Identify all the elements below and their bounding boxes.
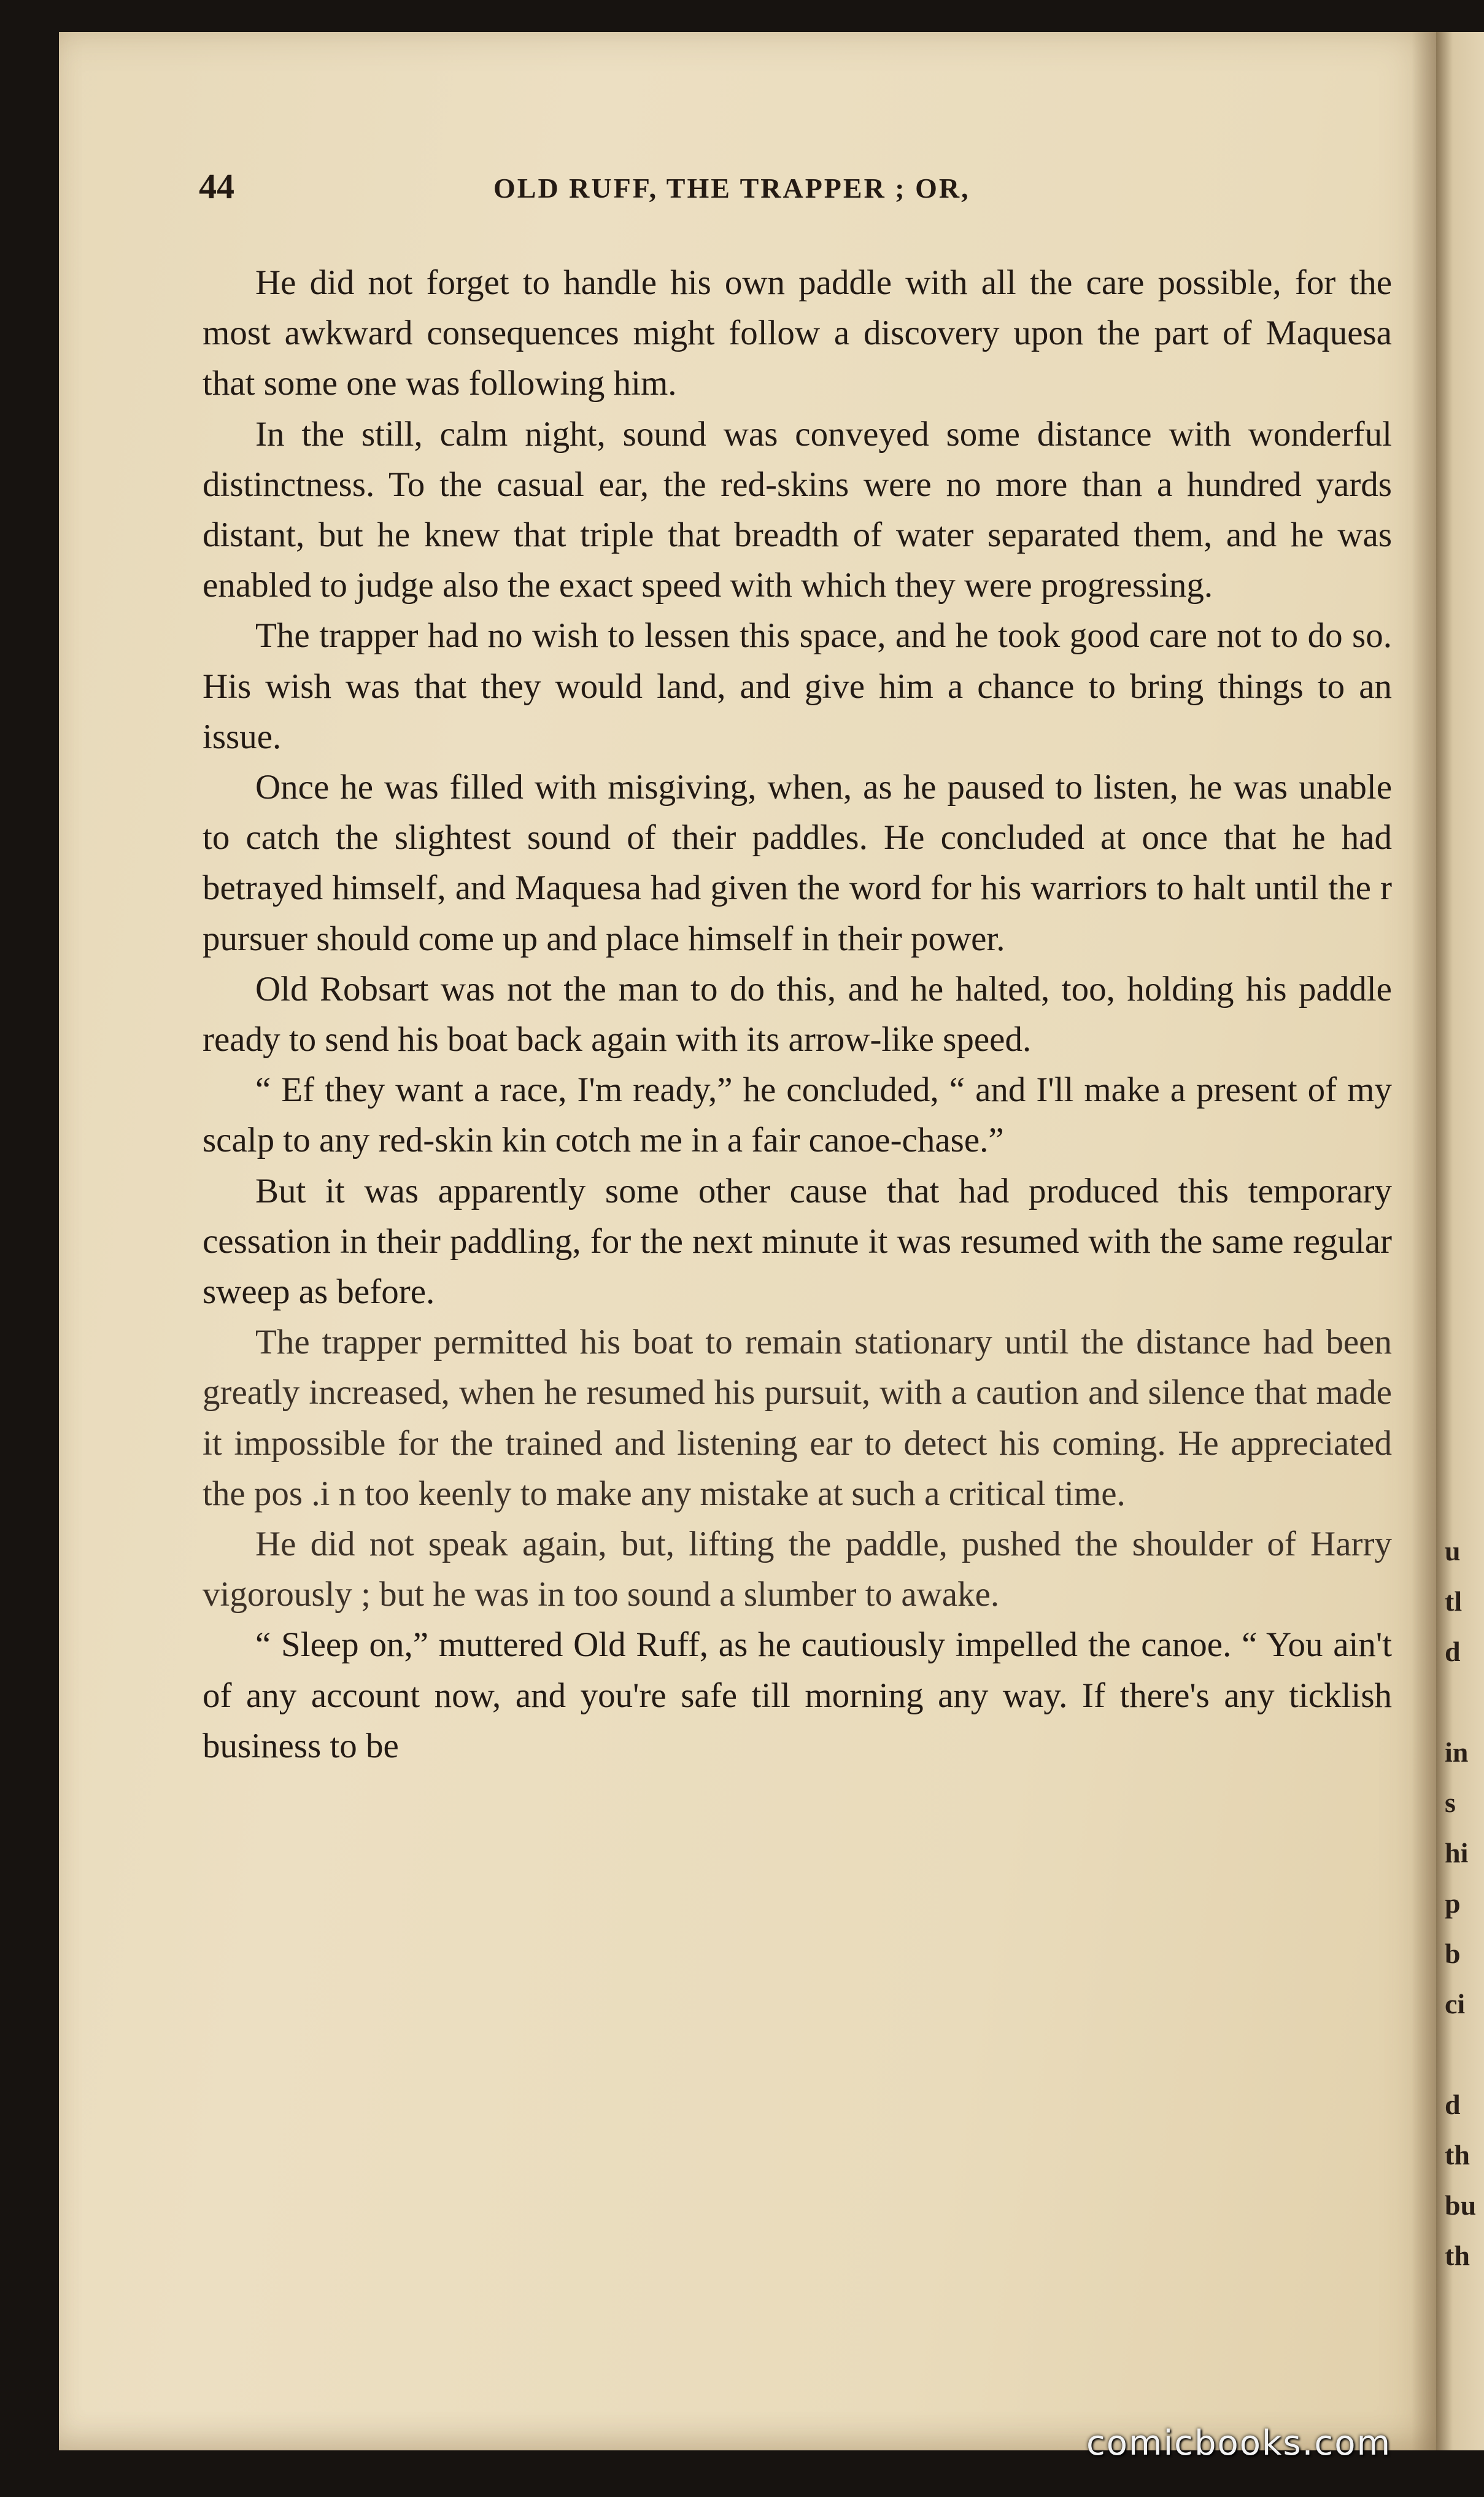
site-watermark: comicbooks.com bbox=[1086, 2423, 1392, 2463]
adjacent-page-fragment: s bbox=[1445, 1787, 1456, 1818]
adjacent-page-fragment: hi bbox=[1445, 1837, 1469, 1868]
paragraph: Once he was filled with misgiving, when, as he paused to listen, he was unable to catch the slightest sound of their paddles. He concluded at once that he had betrayed himself, and Maquesa had given the word for his warriors to halt until the r pursuer should come up and place himself in their power. bbox=[203, 768, 1392, 958]
page-number: 44 bbox=[199, 166, 234, 206]
adjacent-page-fragment: ci bbox=[1445, 1988, 1466, 2019]
paragraph: He did not speak again, but, lifting the paddle, pushed the shoulder of Harry vigorously ; but he was in too sound a slumber to awake. bbox=[203, 1525, 1392, 1614]
adjacent-page-edge bbox=[1436, 32, 1484, 2450]
adjacent-page-fragment: d bbox=[1445, 1636, 1461, 1667]
paragraph: The trapper permitted his boat to remain stationary until the distance had been greatly increased, when he resumed his pursuit, with a caution and silence that made it impossible for the trained and listening ear to detect his coming. He appreciated the pos .i n too keenly to make any mistake at such a critical time. bbox=[203, 1323, 1392, 1513]
paragraph: Old Robsart was not the man to do this, and he halted, too, holding his paddle ready to send his boat back again with its arrow-like speed. bbox=[203, 969, 1392, 1059]
adjacent-page-fragment: bu bbox=[1445, 2189, 1477, 2221]
adjacent-page-fragment: b bbox=[1445, 1938, 1461, 1969]
adjacent-page-fragment: th bbox=[1445, 2240, 1470, 2271]
adjacent-page-fragment: tl bbox=[1445, 1585, 1463, 1617]
adjacent-page-fragment: th bbox=[1445, 2139, 1470, 2170]
paragraph: The trapper had no wish to lessen this space, and he took good care not to do so. His wish was that they would land, and give him a chance to bring things to an issue. bbox=[203, 616, 1392, 756]
adjacent-page-fragment: u bbox=[1445, 1535, 1461, 1566]
adjacent-page-fragment: in bbox=[1445, 1736, 1469, 1768]
paragraph: “ Ef they want a race, I'm ready,” he concluded, “ and I'll make a present of my scalp to any red-skin kin cotch me in a fair canoe-chase.” bbox=[203, 1070, 1392, 1160]
paragraph: In the still, calm night, sound was conveyed some distance with wonderful distinctness. To the casual ear, the red-skins were no more than a hundred yards distant, but he knew that triple that breadth of water separated them, and he was enabled to judge also the exact speed with which they were progressing. bbox=[203, 414, 1392, 605]
paragraph: “ Sleep on,” muttered Old Ruff, as he cautiously impelled the canoe. “ You ain't of any account now, and you're safe till morning any way. If there's any ticklish business to be bbox=[203, 1625, 1392, 1765]
running-head: OLD RUFF, THE TRAPPER ; OR, bbox=[493, 172, 970, 204]
body-text bbox=[203, 258, 1392, 1771]
adjacent-page-fragment: d bbox=[1445, 2089, 1461, 2120]
page-header bbox=[199, 166, 1402, 209]
paragraph: He did not forget to handle his own paddle with all the care possible, for the most awkward consequences might follow a discovery upon the part of Maquesa that some one was following him. bbox=[203, 263, 1392, 403]
paragraph: But it was apparently some other cause that had produced this temporary cessation in their paddling, for the next minute it was resumed with the same regular sweep as before. bbox=[203, 1171, 1392, 1312]
adjacent-page-fragment: p bbox=[1445, 1887, 1461, 1919]
